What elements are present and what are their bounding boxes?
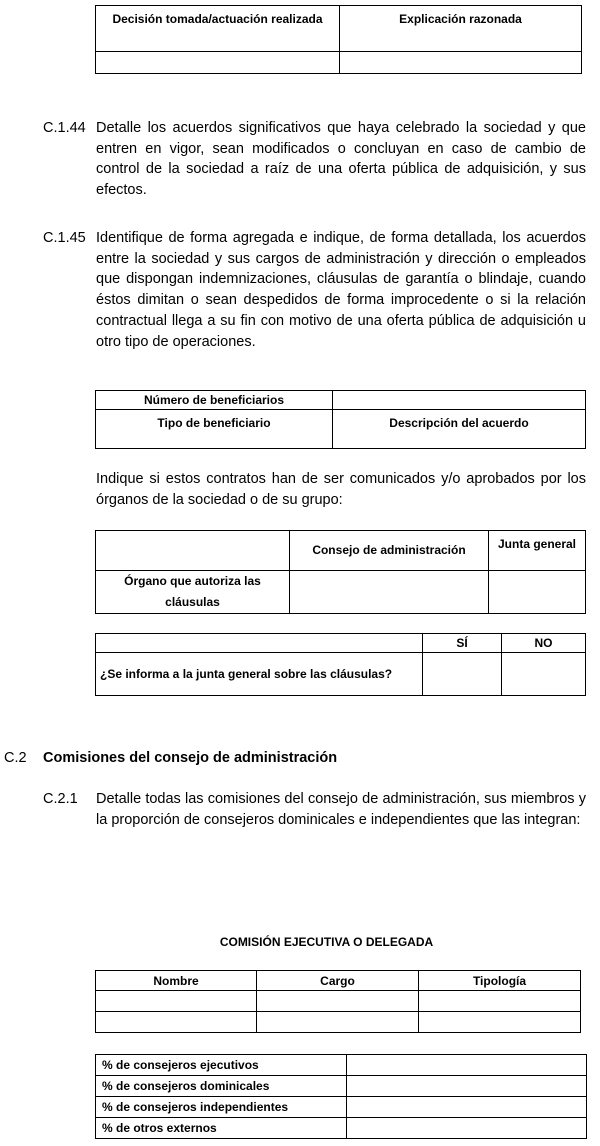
porcentaje-value: [347, 1097, 587, 1118]
no-label: NO: [502, 634, 586, 653]
numero-beneficiarios-label: Número de beneficiarios: [96, 391, 333, 410]
section-number-c145: C.1.45: [43, 230, 86, 246]
junta-label: Junta general: [489, 531, 586, 571]
beneficiarios-table: [95, 390, 586, 449]
porcentaje-dominicales-label: % de consejeros dominicales: [96, 1076, 347, 1097]
porcentaje-independientes-label: % de consejeros independientes: [96, 1097, 347, 1118]
comision-cell: [257, 1012, 419, 1033]
organo-consejo-value: [290, 571, 489, 614]
informa-si-value: [423, 653, 502, 696]
section-text-c21: Detalle todas las comisiones del consejo de administración, sus miembros y la proporción de consejeros dominicales e independientes que las integran:: [96, 791, 586, 828]
informa-empty-cell: [96, 634, 423, 653]
section-number-c144: C.1.44: [43, 120, 86, 136]
comision-table: [95, 970, 581, 1033]
explicacion-cell: [340, 52, 582, 74]
consejo-label: Consejo de administración: [290, 531, 489, 571]
comision-cell: [96, 991, 257, 1012]
comision-title: COMISIÓN EJECUTIVA O DELEGADA: [219, 935, 434, 949]
comision-cell: [96, 1012, 257, 1033]
porcentaje-value: [347, 1055, 587, 1076]
informa-question: ¿Se informa a la junta general sobre las cláusulas?: [96, 653, 423, 696]
si-label: SÍ: [423, 634, 502, 653]
explicacion-header: Explicación razonada: [340, 6, 582, 52]
section-text-c144: Detalle los acuerdos significativos que haya celebrado la sociedad y que entren en vigor, sean modificados o concluyan en caso de cambio de control de la sociedad a raíz de una oferta pública de adquisición, y sus efectos.: [96, 120, 586, 199]
nombre-header: Nombre: [96, 971, 257, 991]
comision-cell: [419, 991, 581, 1012]
informa-table: [95, 633, 586, 696]
organo-empty-cell: [96, 531, 290, 571]
organo-table: [95, 530, 586, 614]
numero-beneficiarios-value: [333, 391, 586, 410]
indique-text: Indique si estos contratos han de ser comunicados y/o aprobados por los órganos de la sociedad o de su grupo:: [96, 471, 586, 508]
section-number-c2: C.2: [4, 750, 27, 766]
decision-cell: [96, 52, 340, 74]
cargo-header: Cargo: [257, 971, 419, 991]
informa-no-value: [502, 653, 586, 696]
decision-header: Decisión tomada/actuación realizada: [96, 6, 340, 52]
organo-junta-value: [489, 571, 586, 614]
tipo-beneficiario-label: Tipo de beneficiario: [96, 410, 333, 449]
tipologia-header: Tipología: [419, 971, 581, 991]
porcentaje-otros-label: % de otros externos: [96, 1118, 347, 1139]
descripcion-acuerdo-label: Descripción del acuerdo: [333, 410, 586, 449]
decision-table: [95, 5, 582, 74]
section-text-c145: Identifique de forma agregada e indique, de forma detallada, los acuerdos entre la sociedad y sus cargos de administración y dirección o empleados que dispongan indemnizaciones, cláusulas de garantía o blindaje, cuando éstos dimitan o sean despedidos de forma improcedente o si la relación contractual llega a su fin con motivo de una oferta pública de adquisición u otro tipo de operaciones.: [96, 230, 586, 350]
organo-label: Órgano que autoriza las cláusulas: [96, 571, 290, 614]
section-number-c21: C.2.1: [43, 791, 78, 807]
comision-cell: [419, 1012, 581, 1033]
porcentaje-ejecutivos-label: % de consejeros ejecutivos: [96, 1055, 347, 1076]
porcentajes-table: [95, 1054, 587, 1139]
comision-cell: [257, 991, 419, 1012]
section-title-c2: Comisiones del consejo de administración: [43, 750, 338, 766]
porcentaje-value: [347, 1076, 587, 1097]
porcentaje-value: [347, 1118, 587, 1139]
